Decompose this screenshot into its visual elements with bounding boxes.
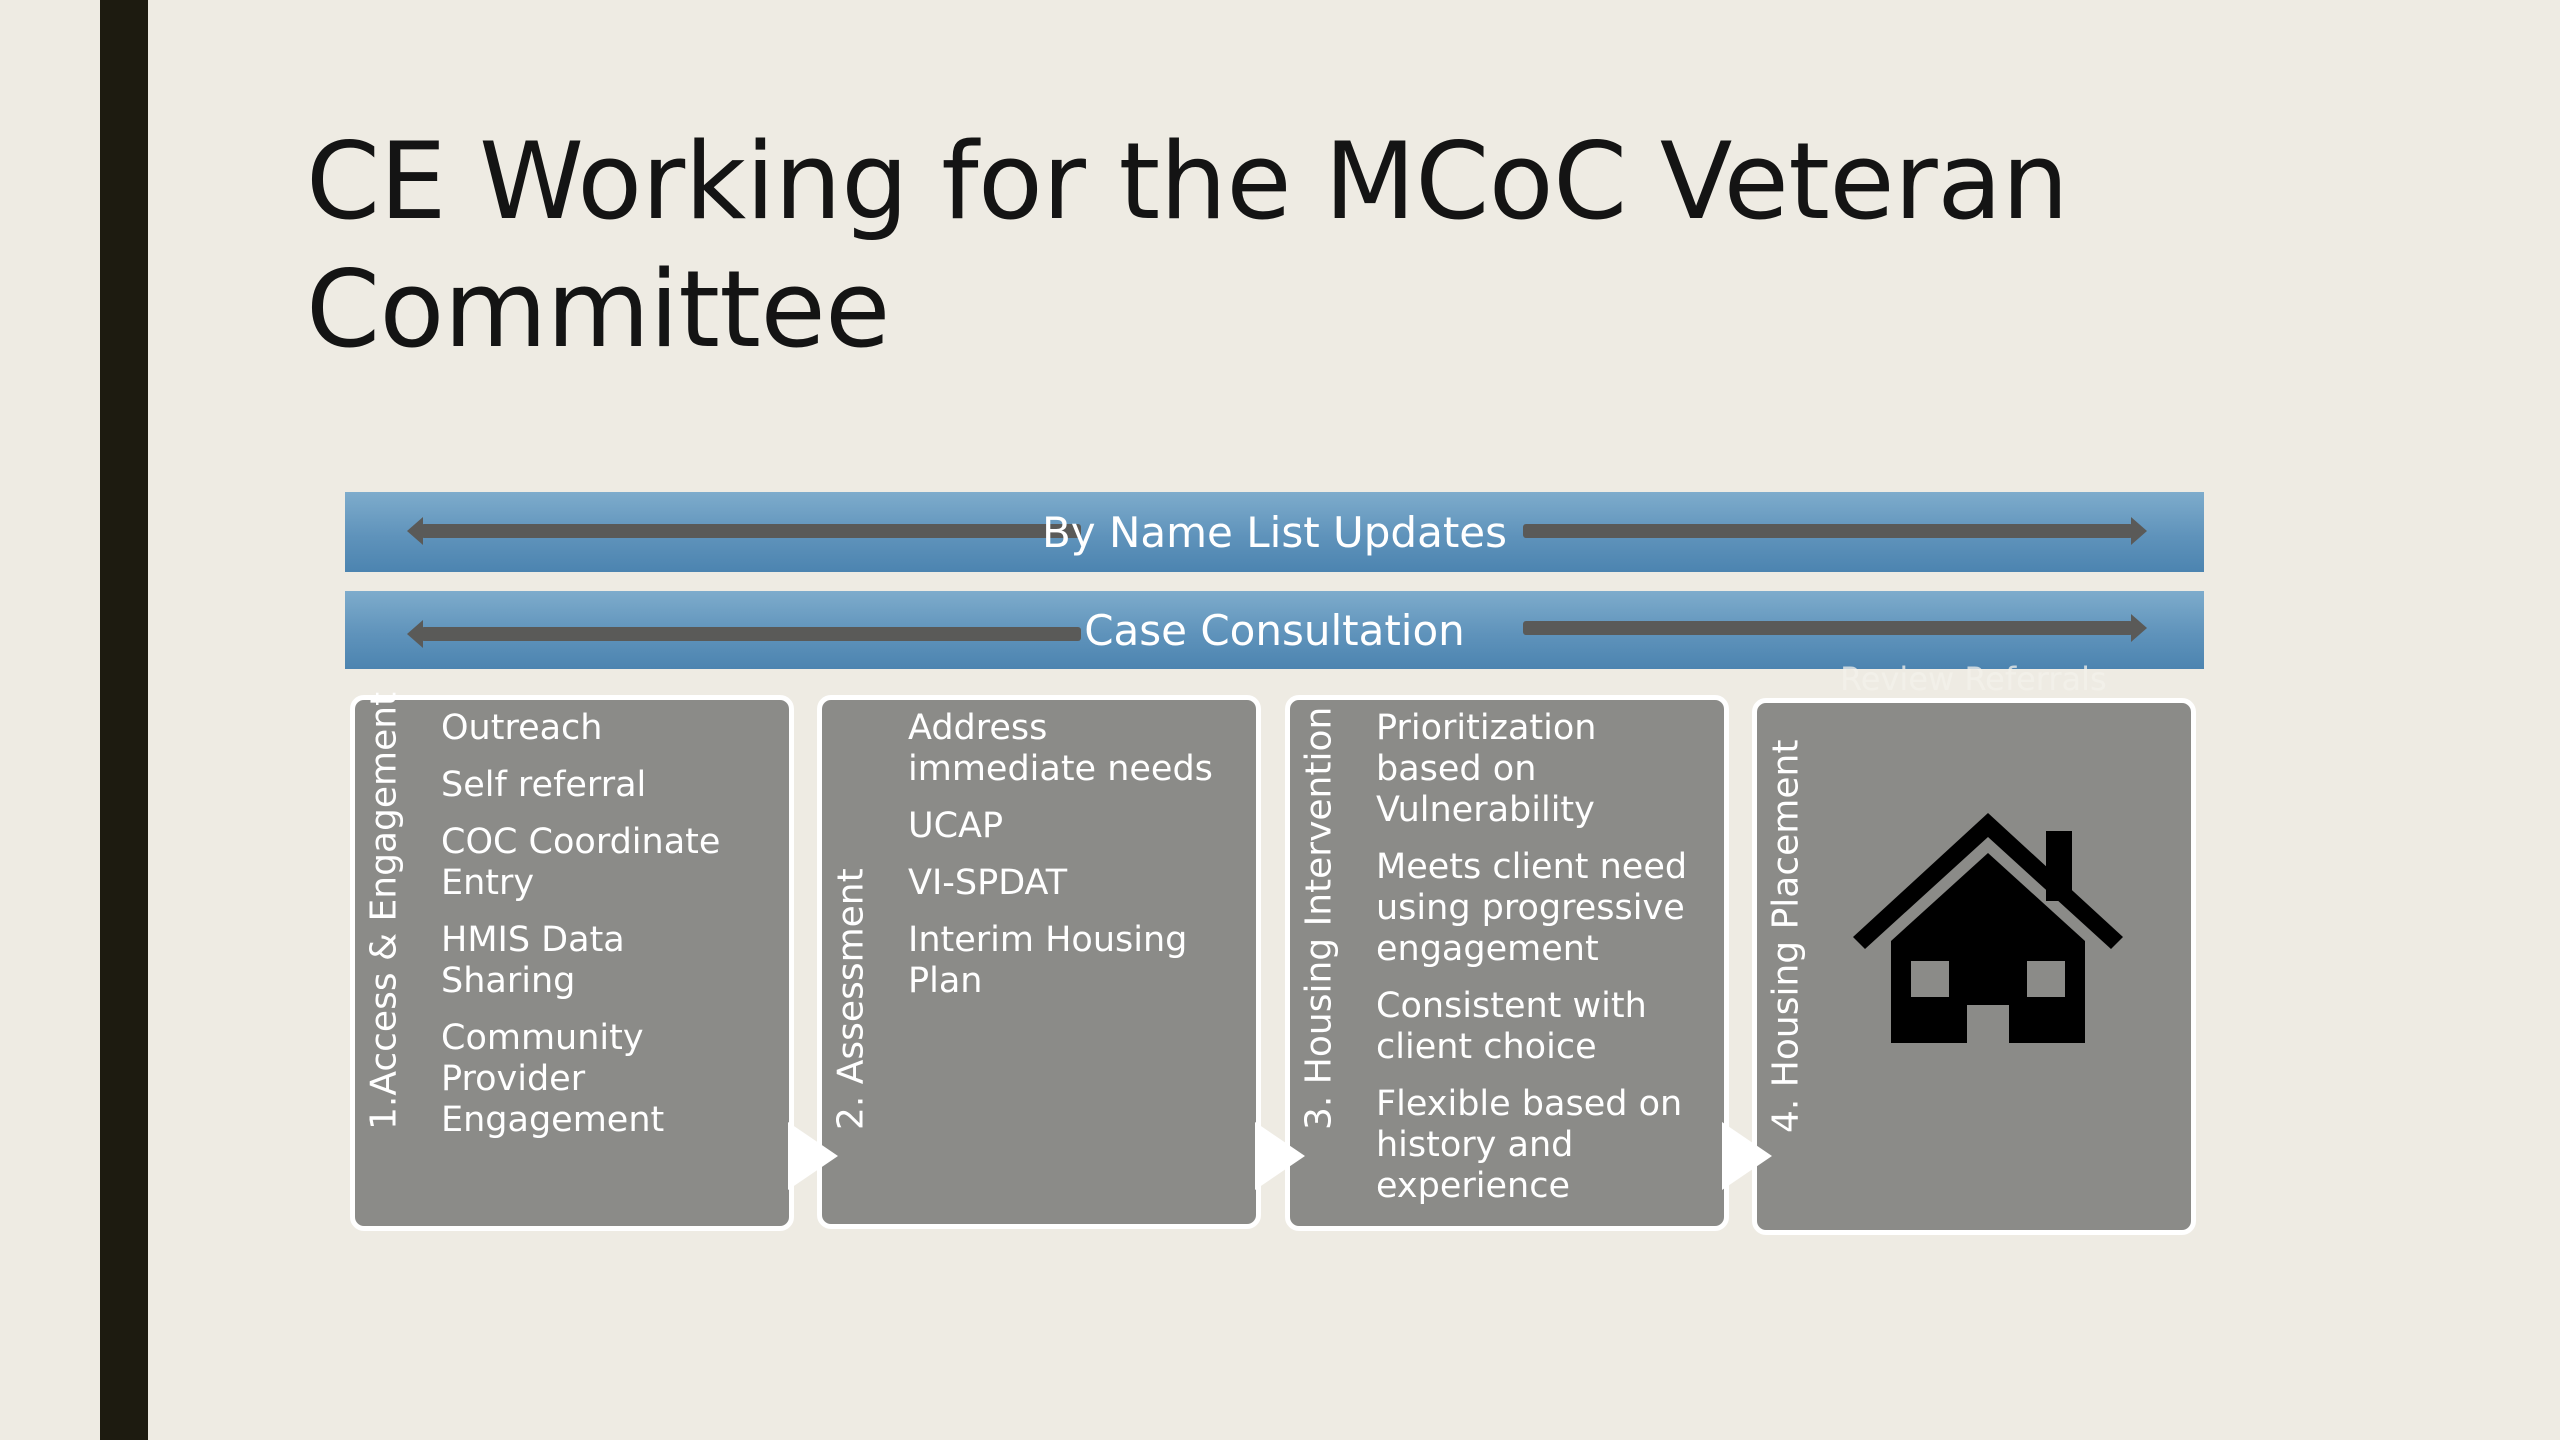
list-item: UCAP [908, 806, 1004, 846]
step-assessment [817, 695, 1261, 1229]
list-item: Prioritization based on Vulnerability [1376, 708, 1597, 830]
side-accent-bar [100, 0, 148, 1440]
list-item: Community Provider Engagement [441, 1018, 665, 1140]
list-item: Flexible based on history and experience [1376, 1084, 1683, 1206]
banner-label: Case Consultation [1084, 605, 1465, 655]
list-item: COC Coordinate Entry [441, 822, 721, 903]
step-label: 2. Assessment [830, 868, 872, 1130]
chevron-right-icon [1722, 1122, 1772, 1190]
list-item: VI-SPDAT [908, 863, 1068, 903]
step-housing-intervention [1285, 695, 1729, 1231]
chevron-right-icon [1255, 1122, 1305, 1190]
list-item: Address immediate needs [908, 708, 1213, 789]
step-label: 4. Housing Placement [1765, 739, 1807, 1133]
step-item-list [441, 708, 769, 1157]
list-item: Interim Housing Plan [908, 920, 1188, 1001]
step-access-engagement [350, 691, 794, 1231]
chevron-right-icon [788, 1122, 838, 1190]
step-label: 1.Access & Engagement [363, 691, 405, 1130]
banner-by-name-list [345, 492, 2204, 572]
banner-case-consultation [345, 591, 2204, 669]
list-item: Consistent with client choice [1376, 986, 1647, 1067]
banner-label: By Name List Updates [1041, 507, 1508, 557]
list-item: Self referral [441, 765, 647, 805]
list-item: Meets client need using progressive engagement [1376, 847, 1688, 969]
list-item: Outreach [441, 708, 603, 748]
step-label: 3. Housing Intervention [1298, 706, 1340, 1130]
step-housing-placement [1752, 698, 2196, 1235]
step-item-list [908, 708, 1236, 1018]
step-item-list [1376, 708, 1704, 1223]
slide-title: CE Working for the MCoC Veteran Committee [306, 120, 2069, 371]
house-icon [1853, 813, 2123, 1043]
list-item: HMIS Data Sharing [441, 920, 625, 1001]
faded-label-review-referrals: Review Referrals [1840, 660, 2107, 698]
